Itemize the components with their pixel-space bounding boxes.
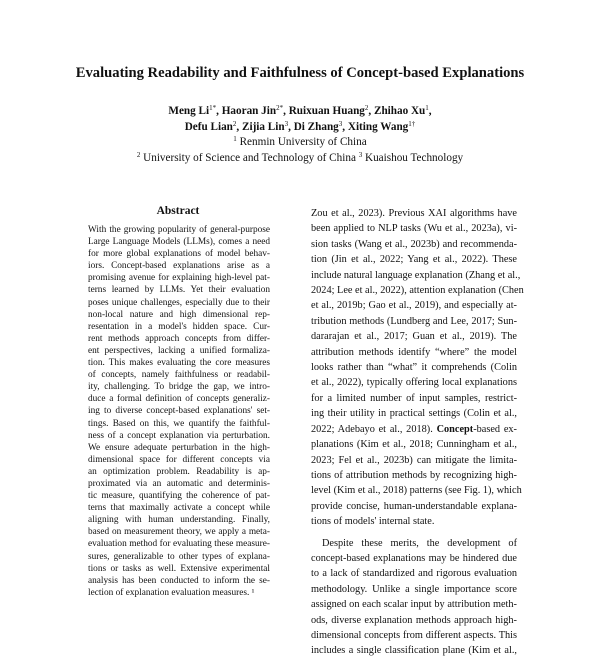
body-line: tions of attribution methods by recognizing high- [311, 469, 517, 481]
authors-line-2: Defu Lian$^2$, Zijia Lin$^3$, Di Zhang$^3$, Xiting Wang$^{1\dagger}$ [184, 119, 416, 133]
abstract-line: iors. Concept-based explanations arise as a [88, 261, 270, 272]
abstract-line: tion. This makes evaluating the core measures [88, 358, 270, 369]
abstract-line: resentation in a model's hidden space. Cur- [88, 321, 270, 332]
author-mark: 3 [338, 119, 343, 128]
abstract-line: ent perspectives, lacking a unified formaliza- [88, 345, 270, 356]
author-name: Meng Li [168, 105, 210, 117]
abstract-line: ity, challenging. To bridge the gap, we intro- [88, 382, 270, 393]
body-line [311, 422, 517, 437]
paper-title: Evaluating Readability and Faithfulness of Concept-based Explanations [75, 65, 525, 81]
abstract-line: duce a formal definition of concepts generaliz- [88, 394, 270, 405]
abstract-line: poses unique challenges, especially due to their [88, 297, 270, 308]
body-line: ing their utility in practical settings (Colin et al., [311, 408, 517, 420]
body-line: et al., 2022), typically offering local explanations [311, 377, 517, 389]
author-name: Ruixuan Huang [288, 105, 365, 117]
abstract-line: terns learned by LLMs. Yet their evaluation [88, 285, 270, 296]
author-mark: 2* [276, 104, 284, 112]
body-line: tions of models' internal state. [311, 516, 435, 528]
body-text: 2022; Adebayo et al., 2018). [311, 423, 437, 435]
abstract-line: lection of explanation evaluation measures. ¹ [88, 587, 255, 598]
abstract-line: ness of a concept explanation via perturbation. [88, 430, 270, 441]
body-line: level (Kim et al., 2018) patterns (see Fig. 1), which [311, 485, 522, 497]
abstract-line: We ensure adequate perturbation in the high- [88, 442, 270, 453]
author-block [40, 104, 560, 166]
abstract-line: promising avenue for explaining high-level pat- [88, 273, 270, 284]
body-text: -based ex- [473, 423, 517, 435]
abstract-line: of concepts, namely faithfulness or readabil- [88, 370, 270, 381]
affiliation-name: Kuaishou Technology [365, 151, 464, 164]
body-line: tion (Jin et al., 2022; Yang et al., 2022). These [311, 254, 517, 266]
body-line: provide concise, human-understandable explana- [311, 500, 517, 512]
body-line: Zou et al., 2023). Previous XAI algorithms have [311, 208, 517, 219]
abstract-line: sures, generalizable to other types of explana- [88, 551, 270, 562]
body-line: et al., 2019b; Gao et al., 2019), and especially at- [311, 300, 517, 312]
abstract-line: for more global explanations of model behav- [88, 249, 270, 260]
author-mark: 3 [284, 119, 289, 128]
body-line: assigned on each scalar input by attribution meth- [311, 599, 517, 611]
author-mark: 1* [209, 104, 217, 112]
body-line: been applied to NLP tasks (Wu et al., 2023a), vi- [311, 223, 517, 235]
body-line: to a lack of standardized and rigorous evaluation [311, 568, 517, 580]
abstract-line: tions or tasks as well. Extensive experimental [88, 563, 270, 574]
body-line: looks rather than “what” it comprehends (Colin [311, 362, 517, 374]
abstract-line: evaluation method for evaluating these measure- [88, 539, 270, 550]
abstract-line: tic measure, quantifying the coherence of pat- [88, 491, 270, 502]
body-line: 2024; Lee et al., 2022), attention explanation (Chen [311, 285, 524, 297]
abstract-line: non-local nature and high dimensional rep- [88, 309, 270, 320]
abstract-line: aligning with human understanding. Finally, [88, 515, 270, 526]
abstract-line: analysis has been conducted to inform the se- [88, 575, 270, 586]
abstract-line: rent methods approach concepts from differ- [88, 333, 270, 344]
abstract-line: terns that maximally activate a concept while [88, 503, 270, 514]
affiliation-name: University of Science and Technology of China [143, 151, 356, 164]
author-name: Di Zhang [293, 120, 339, 133]
body-line: tribution methods (Lundberg and Lee, 2017; Sun- [311, 315, 517, 327]
author-mark: 2 [232, 119, 237, 128]
author-mark: 1† [408, 119, 416, 128]
body-line: 2023; Fel et al., 2023b) can mitigate the limita- [311, 454, 517, 466]
abstract-line: an optimization problem. Readability is ap- [88, 466, 270, 477]
abstract-body [88, 224, 270, 600]
author-name: Defu Lian [184, 120, 233, 133]
author-mark: 1 [425, 104, 429, 112]
affiliation-name: Renmin University of China [239, 136, 367, 148]
body-line: for a limited number of input samples, restrict- [311, 392, 517, 404]
body-line: concept-based explanations may be hindered due [311, 552, 517, 564]
abstract-line: Large Language Models (LLMs), comes a need [88, 237, 270, 248]
abstract-line: based on measurement theory, we apply a meta- [88, 527, 270, 538]
author-name: Zhihao Xu [373, 105, 426, 117]
authors-line-1: Meng $Li^{1*}$, Haoran Jin$^{2*}$, Ruixuan Huang$^2$, Zhihao Xu$^1$, [168, 104, 432, 117]
affiliation-line-1 [40, 135, 560, 151]
body-line: planations (Kim et al., 2018; Cunningham et al., [311, 439, 517, 451]
abstract-line: tings. Based on this, we quantify the faithful- [88, 418, 270, 429]
affiliation-line-2 [40, 151, 560, 167]
author-name: Haoran Jin [221, 105, 277, 117]
body-line: dimensional concepts from different aspects. This [311, 629, 517, 641]
body-line: dararajan et al., 2017; Guan et al., 2019). The [311, 331, 517, 343]
affiliation-mark: 2 [136, 150, 141, 159]
body-column-right [311, 206, 524, 657]
affiliation-mark: 1 [233, 135, 237, 143]
author-name: Xiting Wang [347, 120, 409, 133]
abstract-line: dimensional space for different concepts via [88, 454, 270, 465]
body-line: Despite these merits, the development of [322, 537, 517, 549]
body-line: methodology. Unlike a single importance score [311, 583, 517, 595]
body-line: attribution methods identify “where” the model [311, 346, 517, 358]
abstract-heading: Abstract [156, 205, 200, 217]
body-line: include natural language explanation (Zhang et al., [311, 269, 521, 281]
abstract-line: proximated via an automatic and determinis- [88, 478, 270, 489]
abstract-line: With the growing popularity of general-purpose [88, 225, 270, 235]
concept-keyword: Concept [436, 423, 474, 435]
body-line: includes a single classification plane (Kim et al., [311, 645, 517, 657]
author-name: Zijia Lin [242, 120, 285, 133]
abstract-line: ing to diverse concept-based explanations' set- [88, 406, 270, 417]
body-line: sion tasks (Wang et al., 2023b) and recommenda- [311, 238, 517, 250]
author-mark: 2 [364, 104, 369, 112]
body-line: ods, diverse explanation methods approach high- [311, 614, 517, 626]
affiliation-mark: 3 [358, 150, 363, 159]
